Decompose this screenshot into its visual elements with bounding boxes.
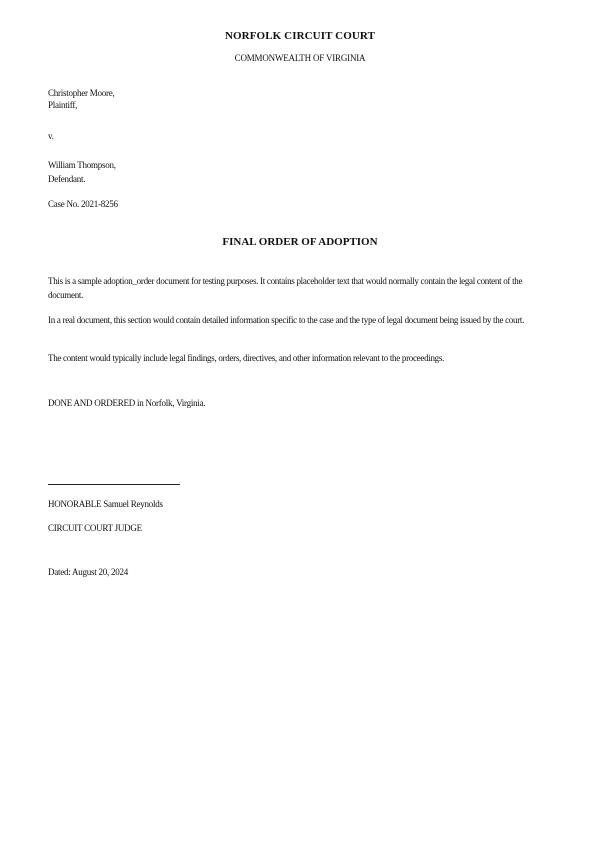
body-paragraph-2: In a real document, this section would contain detailed information specific to the case and the type of legal document being issued by the court. (48, 315, 525, 325)
done-and-ordered: DONE AND ORDERED in Norfolk, Virginia. (48, 398, 206, 408)
plaintiff-name: Christopher Moore, (48, 88, 115, 98)
defendant-role: Defendant. (48, 174, 86, 184)
versus: v. (48, 131, 54, 141)
dated: Dated: August 20, 2024 (48, 567, 128, 577)
document-title: FINAL ORDER OF ADOPTION (222, 236, 378, 248)
case-number: Case No. 2021-8256 (48, 199, 118, 209)
defendant-name: William Thompson, (48, 160, 116, 170)
signature-line (48, 484, 180, 485)
judge-title: CIRCUIT COURT JUDGE (48, 523, 142, 533)
plaintiff-role: Plaintiff, (48, 100, 78, 110)
jurisdiction: COMMONWEALTH OF VIRGINIA (234, 53, 366, 63)
body-paragraph-1: This is a sample adoption_order document for testing purposes. It contains placeholder text that would normally contain the legal content of the document. (48, 276, 523, 300)
body-paragraph-3: The content would typically include legal findings, orders, directives, and other information relevant to the proceedings. (48, 353, 445, 363)
court-name: NORFOLK CIRCUIT COURT (224, 30, 376, 42)
judge-name: HONORABLE Samuel Reynolds (48, 499, 163, 509)
